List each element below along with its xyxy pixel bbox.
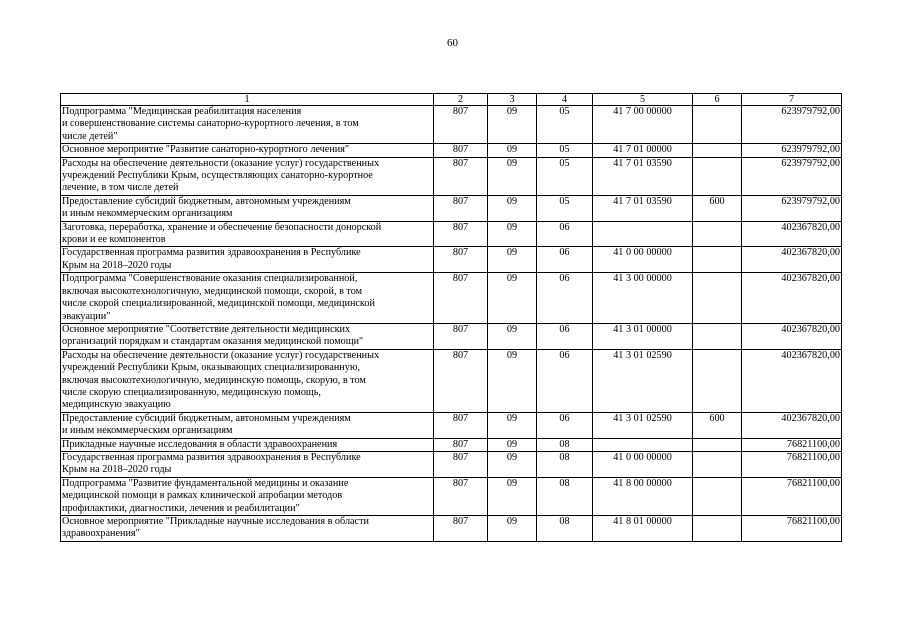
row-amount-cell: 402367820,00	[742, 323, 842, 349]
row-section-cell: 09	[488, 144, 537, 157]
row-subsection-cell: 08	[537, 451, 593, 477]
row-name-cell: Заготовка, переработка, хранение и обеспечение безопасности донорской крови и ее компонентов	[61, 221, 434, 247]
table-row	[61, 247, 842, 273]
row-name-cell: Государственная программа развития здравоохранения в Республике Крым на 2018–2020 годы	[61, 247, 434, 273]
table-row	[61, 106, 842, 144]
row-subsection-cell: 08	[537, 477, 593, 515]
row-target-article-cell: 41 3 01 00000	[593, 323, 693, 349]
header-row	[61, 94, 842, 106]
row-section-cell: 09	[488, 247, 537, 273]
row-amount-cell: 623979792,00	[742, 157, 842, 195]
table-row	[61, 516, 842, 542]
row-admin-code-cell: 807	[434, 412, 488, 438]
row-amount-cell: 76821100,00	[742, 438, 842, 451]
row-target-article-cell	[593, 221, 693, 247]
row-amount-cell: 402367820,00	[742, 247, 842, 273]
row-section-cell: 09	[488, 106, 537, 144]
row-admin-code-cell: 807	[434, 247, 488, 273]
row-section-cell: 09	[488, 412, 537, 438]
row-amount-cell: 402367820,00	[742, 273, 842, 324]
row-amount-cell: 402367820,00	[742, 221, 842, 247]
table-row	[61, 221, 842, 247]
header-col-6: 6	[693, 94, 742, 106]
row-admin-code-cell: 807	[434, 273, 488, 324]
row-name-cell: Предоставление субсидий бюджетным, автономным учреждениям и иным некоммерческим организациям	[61, 412, 434, 438]
header-col-7: 7	[742, 94, 842, 106]
row-subsection-cell: 06	[537, 323, 593, 349]
table-row	[61, 438, 842, 451]
row-section-cell: 09	[488, 195, 537, 221]
table-row	[61, 323, 842, 349]
table-row	[61, 412, 842, 438]
row-section-cell: 09	[488, 516, 537, 542]
row-target-article-cell: 41 3 00 00000	[593, 273, 693, 324]
row-subsection-cell: 05	[537, 157, 593, 195]
row-subsection-cell: 08	[537, 516, 593, 542]
row-amount-cell: 623979792,00	[742, 195, 842, 221]
row-expense-type-cell	[693, 157, 742, 195]
table-row	[61, 349, 842, 412]
row-name-cell: Подпрограмма "Медицинская реабилитация населения и совершенствование системы санаторно-курортного лечения, в том числе детей"	[61, 106, 434, 144]
row-admin-code-cell: 807	[434, 451, 488, 477]
row-target-article-cell: 41 0 00 00000	[593, 451, 693, 477]
row-subsection-cell: 06	[537, 221, 593, 247]
row-subsection-cell: 06	[537, 247, 593, 273]
row-name-cell: Основное мероприятие "Прикладные научные исследования в области здравоохранения"	[61, 516, 434, 542]
row-target-article-cell: 41 7 01 03590	[593, 157, 693, 195]
row-subsection-cell: 06	[537, 273, 593, 324]
row-name-cell: Прикладные научные исследования в области здравоохранения	[61, 438, 434, 451]
row-amount-cell: 623979792,00	[742, 106, 842, 144]
row-name-cell: Государственная программа развития здравоохранения в Республике Крым на 2018–2020 годы	[61, 451, 434, 477]
row-subsection-cell: 05	[537, 195, 593, 221]
row-section-cell: 09	[488, 221, 537, 247]
row-target-article-cell: 41 7 01 03590	[593, 195, 693, 221]
row-name-cell: Предоставление субсидий бюджетным, автономным учреждениям и иным некоммерческим организациям	[61, 195, 434, 221]
row-name-cell: Расходы на обеспечение деятельности (оказание услуг) государственных учреждений Республики Крым, оказывающих специализированную, включая высокотехнологичную, медицинскую помощь, скорую, в том числе скорую специализированную, медицинскую помощь, медицинскую эвакуацию	[61, 349, 434, 412]
header-col-1: 1	[61, 94, 434, 106]
row-expense-type-cell: 600	[693, 412, 742, 438]
header-col-3: 3	[488, 94, 537, 106]
table-row	[61, 144, 842, 157]
row-target-article-cell: 41 7 01 00000	[593, 144, 693, 157]
row-name-cell: Основное мероприятие "Соответствие деятельности медицинских организаций порядкам и стандартам оказания медицинской помощи"	[61, 323, 434, 349]
row-amount-cell: 76821100,00	[742, 477, 842, 515]
row-name-cell: Основное мероприятие "Развитие санаторно-курортного лечения"	[61, 144, 434, 157]
row-admin-code-cell: 807	[434, 516, 488, 542]
row-subsection-cell: 05	[537, 144, 593, 157]
row-admin-code-cell: 807	[434, 349, 488, 412]
row-admin-code-cell: 807	[434, 477, 488, 515]
row-subsection-cell: 06	[537, 349, 593, 412]
row-name-cell: Подпрограмма "Совершенствование оказания специализированной, включая высокотехнологичную, медицинской помощи, скорой, в том числе скорой специализированной, медицинской помощи, медицинской эвакуации"	[61, 273, 434, 324]
row-target-article-cell: 41 8 00 00000	[593, 477, 693, 515]
row-name-cell: Расходы на обеспечение деятельности (оказание услуг) государственных учреждений Республики Крым, осуществляющих санаторно-курортное лечение, в том числе детей	[61, 157, 434, 195]
header-col-4: 4	[537, 94, 593, 106]
row-section-cell: 09	[488, 477, 537, 515]
table-row	[61, 451, 842, 477]
row-expense-type-cell	[693, 323, 742, 349]
row-amount-cell: 76821100,00	[742, 516, 842, 542]
row-section-cell: 09	[488, 349, 537, 412]
row-target-article-cell: 41 3 01 02590	[593, 412, 693, 438]
row-target-article-cell: 41 3 01 02590	[593, 349, 693, 412]
row-expense-type-cell	[693, 221, 742, 247]
row-target-article-cell: 41 7 00 00000	[593, 106, 693, 144]
row-admin-code-cell: 807	[434, 323, 488, 349]
row-admin-code-cell: 807	[434, 221, 488, 247]
row-admin-code-cell: 807	[434, 438, 488, 451]
row-section-cell: 09	[488, 451, 537, 477]
row-section-cell: 09	[488, 157, 537, 195]
row-expense-type-cell	[693, 349, 742, 412]
budget-table	[60, 93, 842, 542]
table-body	[61, 106, 842, 542]
table-row	[61, 195, 842, 221]
row-target-article-cell	[593, 438, 693, 451]
row-section-cell: 09	[488, 323, 537, 349]
row-expense-type-cell: 600	[693, 195, 742, 221]
row-expense-type-cell	[693, 451, 742, 477]
row-section-cell: 09	[488, 438, 537, 451]
row-expense-type-cell	[693, 516, 742, 542]
row-expense-type-cell	[693, 477, 742, 515]
row-target-article-cell: 41 8 01 00000	[593, 516, 693, 542]
row-subsection-cell: 05	[537, 106, 593, 144]
row-admin-code-cell: 807	[434, 195, 488, 221]
row-subsection-cell: 08	[537, 438, 593, 451]
row-expense-type-cell	[693, 247, 742, 273]
header-col-5: 5	[593, 94, 693, 106]
row-subsection-cell: 06	[537, 412, 593, 438]
page-number: 60	[447, 37, 458, 49]
row-amount-cell: 76821100,00	[742, 451, 842, 477]
row-target-article-cell: 41 0 00 00000	[593, 247, 693, 273]
row-amount-cell: 402367820,00	[742, 412, 842, 438]
row-expense-type-cell	[693, 144, 742, 157]
row-section-cell: 09	[488, 273, 537, 324]
row-name-cell: Подпрограмма "Развитие фундаментальной медицины и оказание медицинской помощи в рамках клинической апробации методов профилактики, диагностики, лечения и реабилитации"	[61, 477, 434, 515]
table-row	[61, 477, 842, 515]
table-row	[61, 157, 842, 195]
row-admin-code-cell: 807	[434, 144, 488, 157]
row-admin-code-cell: 807	[434, 157, 488, 195]
row-expense-type-cell	[693, 273, 742, 324]
header-col-2: 2	[434, 94, 488, 106]
row-expense-type-cell	[693, 438, 742, 451]
row-admin-code-cell: 807	[434, 106, 488, 144]
table-row	[61, 273, 842, 324]
row-expense-type-cell	[693, 106, 742, 144]
row-amount-cell: 402367820,00	[742, 349, 842, 412]
row-amount-cell: 623979792,00	[742, 144, 842, 157]
